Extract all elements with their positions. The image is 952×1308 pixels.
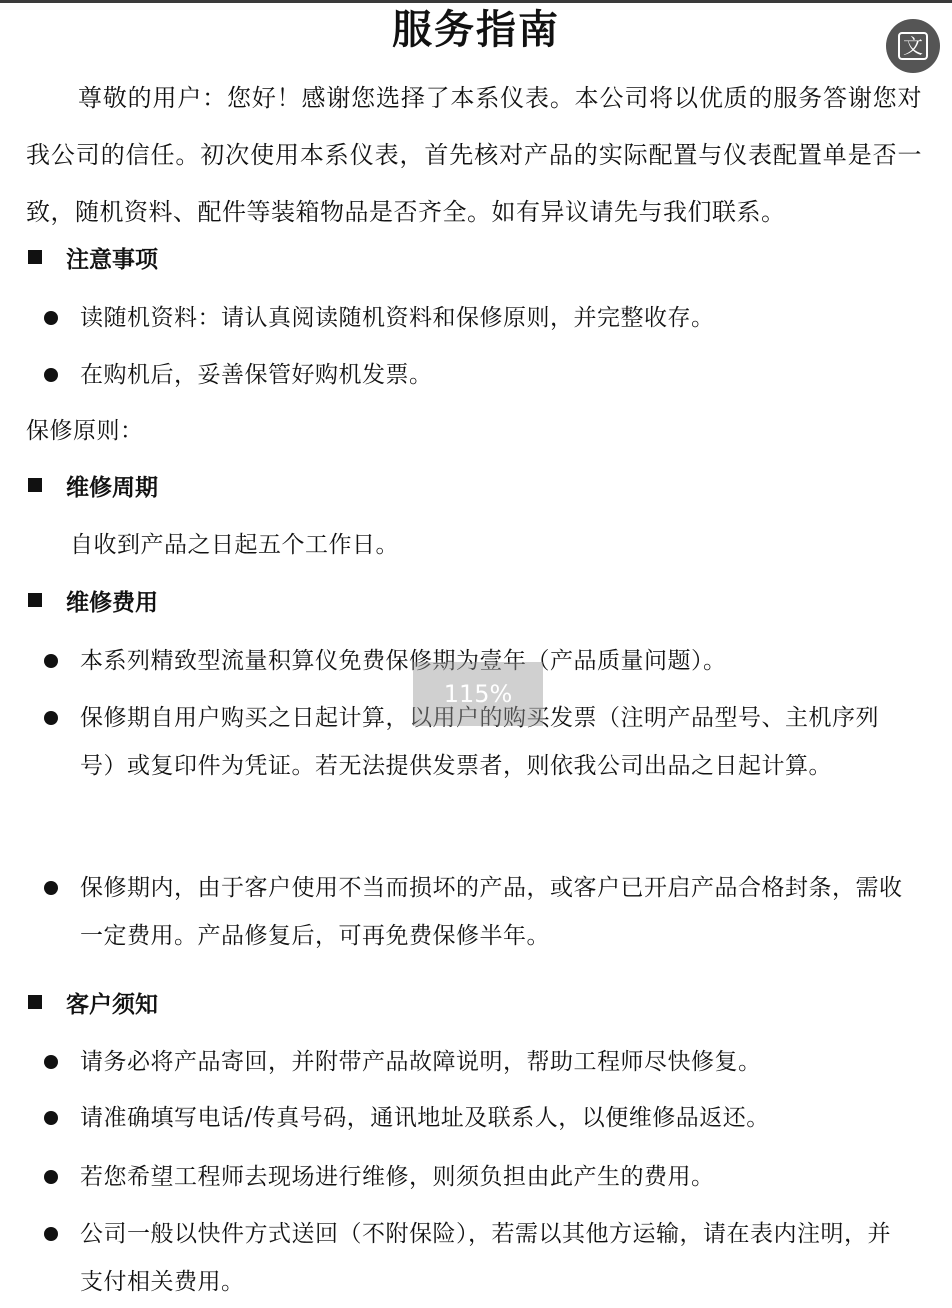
bullet-dot-icon xyxy=(44,368,58,382)
translate-button[interactable] xyxy=(886,19,940,73)
list-item-text: 保修期内，由于客户使用不当而损坏的产品，或客户已开启产品合格封条，需收一定费用。产品修复后，可再免费保修半年。 xyxy=(80,875,903,949)
section-heading-repair-cost xyxy=(28,586,158,620)
warranty-label: 保修原则： xyxy=(26,418,144,444)
square-bullet-icon xyxy=(28,995,42,1009)
list-item-text: 请准确填写电话/传真号码，通讯地址及联系人，以便维修品返还。 xyxy=(80,1105,770,1131)
list-item xyxy=(44,864,914,960)
list-item xyxy=(44,1153,914,1201)
translate-icon: 文 xyxy=(898,32,928,60)
heading-label: 客户须知 xyxy=(66,991,158,1018)
list-item-text: 本系列精致型流量积算仪免费保修期为壹年（产品质量问题）。 xyxy=(80,648,727,674)
heading-label: 维修周期 xyxy=(66,474,158,501)
list-item-text: 公司一般以快件方式送回（不附保险），若需以其他方运输，请在表内注明，并支付相关费用。 xyxy=(80,1221,891,1295)
list-item-text: 若您希望工程师去现场进行维修，则须负担由此产生的费用。 xyxy=(80,1164,715,1190)
bullet-dot-icon xyxy=(44,881,58,895)
list-item-text: 在购机后，妥善保管好购机发票。 xyxy=(80,362,433,388)
intro-paragraph: 尊敬的用户：您好！感谢您选择了本系仪表。本公司将以优质的服务答谢您对我公司的信任。初次使用本系仪表，首先核对产品的实际配置与仪表配置单是否一致，随机资料、配件等装箱物品是否齐全。如有异议请先与我们联系。 xyxy=(26,84,922,226)
square-bullet-icon xyxy=(28,593,42,607)
list-item-text: 保修期自用户购买之日起计算，以用户的购买发票（注明产品型号、主机序列号）或复印件为凭证。若无法提供发票者，则依我公司出品之日起计算。 xyxy=(80,705,879,779)
heading-label: 维修费用 xyxy=(66,589,158,616)
square-bullet-icon xyxy=(28,250,42,264)
square-bullet-icon xyxy=(28,478,42,492)
list-item-text: 请务必将产品寄回，并附带产品故障说明，帮助工程师尽快修复。 xyxy=(80,1049,762,1075)
bullet-dot-icon xyxy=(44,311,58,325)
heading-label: 注意事项 xyxy=(66,246,158,273)
list-item xyxy=(44,1038,914,1086)
page-title: 服务指南 xyxy=(392,6,560,53)
repair-period-text: 自收到产品之日起五个工作日。 xyxy=(70,532,399,558)
list-item-text: 读随机资料：请认真阅读随机资料和保修原则，并完整收存。 xyxy=(80,305,715,331)
section-heading-notice xyxy=(28,243,158,277)
bullet-dot-icon xyxy=(44,1227,58,1241)
section-heading-customer-notice xyxy=(28,988,158,1022)
list-item xyxy=(44,294,914,342)
bullet-dot-icon xyxy=(44,1055,58,1069)
bullet-dot-icon xyxy=(44,1170,58,1184)
list-item xyxy=(44,1094,914,1142)
list-item xyxy=(44,1210,914,1306)
section-heading-repair-period xyxy=(28,471,158,505)
bullet-dot-icon xyxy=(44,1111,58,1125)
list-item xyxy=(44,351,914,399)
bullet-dot-icon xyxy=(44,711,58,725)
bullet-dot-icon xyxy=(44,654,58,668)
zoom-level-indicator: 115% xyxy=(413,662,543,726)
